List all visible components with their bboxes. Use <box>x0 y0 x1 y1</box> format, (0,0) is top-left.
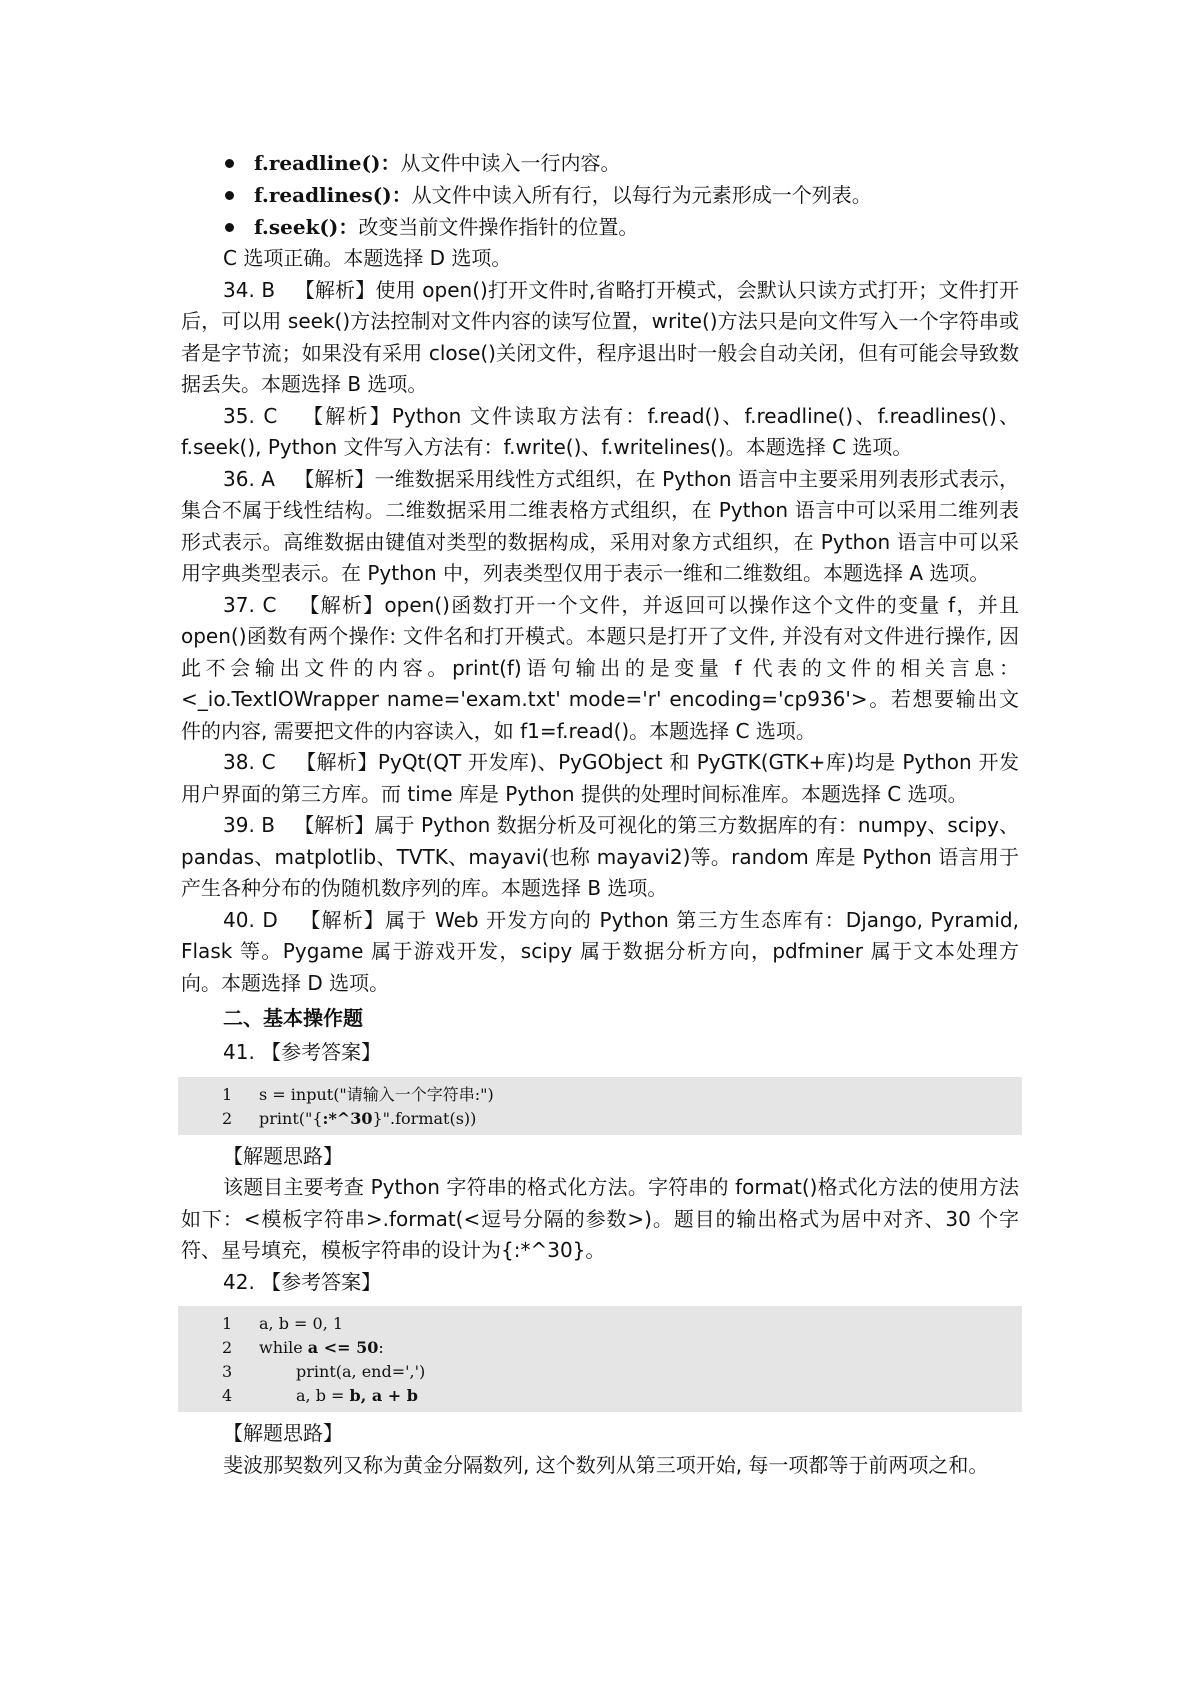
code-text: while a <= 50: <box>259 1338 384 1357</box>
analysis-tag: 【解析】 <box>294 813 375 837</box>
q41-idea-title: 【解题思路】 <box>223 1143 343 1168</box>
code-line <box>178 1336 1022 1360</box>
line-number: 2 <box>222 1108 233 1128</box>
line-number: 1 <box>222 1314 233 1333</box>
code-block-42 <box>178 1306 1022 1412</box>
answer-number: 37. C <box>223 592 277 617</box>
answer-39 <box>181 810 1019 905</box>
answer-40 <box>181 905 1019 1000</box>
analysis-tag: 【解析】 <box>299 592 385 617</box>
analysis-text: 属于 Web 开发方向的 Python 第三方生态库有：Django, Pyramid, Flask 等。Pygame 属于游戏开发，scipy 属于数据分析方向，pdfminer 属于文本处理方向。本题选择 D 选项。 <box>181 907 1019 995</box>
method-description: 改变当前文件操作指针的位置。 <box>358 215 639 239</box>
analysis-text: 属于 Python 数据分析及可视化的第三方数据库的有：numpy、scipy、pandas、matplotlib、TVTK、mayavi(也称 mayavi2)等。random 库是 Python 语言用于产生各种分布的伪随机数序列的库。本题选择 B 选项。 <box>181 813 1019 900</box>
line-number: 2 <box>222 1338 233 1357</box>
analysis-tag: 【解析】 <box>303 403 392 428</box>
q41-title: 41. 【参考答案】 <box>223 1040 382 1064</box>
method-bullet-list <box>181 147 1019 243</box>
method-description: 从文件中读入一行内容。 <box>400 151 621 175</box>
analysis-tag: 【解析】 <box>294 466 375 491</box>
analysis-text: Python 文件读取方法有：f.read()、f.readline()、f.readlines()、f.seek(), Python 文件写入方法有：f.write()、f.writelines()。本题选择 C 选项。 <box>181 403 1019 459</box>
code-text: s = input("请输入一个字符串:") <box>259 1084 494 1104</box>
code-line <box>178 1083 1022 1107</box>
answer-38 <box>181 747 1019 810</box>
analysis-tag: 【解析】 <box>294 277 376 302</box>
analysis-text: open()函数打开一个文件，并返回可以操作这个文件的变量 f，并且 open()函数有两个操作: 文件名和打开模式。本题只是打开了文件, 并没有对文件进行操作, 因此不会输出文件的内容。print(f)语句输出的是变量 f 代表的文件的相关言息：<_io.TextIOWrapper name='exam.txt' mode='r' encoding='cp936'>。若想要输出文件的内容, 需要把文件的内容读入，如 f1=f.read()。本题选择 C 选项。 <box>181 592 1020 743</box>
analysis-tag: 【解析】 <box>300 907 386 932</box>
q42-title: 42. 【参考答案】 <box>223 1269 382 1294</box>
code-line <box>178 1107 1022 1131</box>
line-number: 3 <box>222 1362 233 1381</box>
method-name: f.readlines()： <box>254 183 412 207</box>
answer-number: 40. D <box>223 907 278 932</box>
method-name: f.seek()： <box>254 215 359 239</box>
analysis-text: 一维数据采用线性方式组织，在 Python 语言中主要采用列表形式表示，集合不属于线性结构。二维数据采用二维表格方式组织，在 Python 语言中可以采用二维列表形式表示。高维数据由键值对类型的数据构成，采用对象方式组织，在 Python 语言中可以采用字典类型表示。在 Python 中，列表类型仅用于表示一维和二维数组。本题选择 A 选项。 <box>181 466 1019 585</box>
q42-idea-title: 【解题思路】 <box>223 1421 343 1445</box>
answer-37 <box>181 590 1019 748</box>
answer-35 <box>181 401 1019 464</box>
analysis-text: 使用 open()打开文件时,省略打开模式，会默认只读方式打开；文件打开后，可以用 seek()方法控制对文件内容的读写位置，write()方法只是向文件写入一个字符串或者是字节流；如果没有采用 close()关闭文件，程序退出时一般会自动关闭，但有可能会导致数据丢失。本题选择 B 选项。 <box>181 277 1020 396</box>
page-content <box>181 147 1019 1481</box>
answer-34 <box>181 275 1019 401</box>
list-item <box>181 147 1019 179</box>
code-text: print("{:*^30}".format(s)) <box>259 1108 477 1128</box>
code-line <box>178 1312 1022 1336</box>
analysis-tag: 【解析】 <box>296 750 378 774</box>
line-number: 1 <box>222 1084 233 1104</box>
code-text: a, b = b, a + b <box>296 1386 418 1405</box>
q42-idea-text: 斐波那契数列又称为黄金分隔数列, 这个数列从第三项开始, 每一项都等于前两项之和。 <box>223 1452 989 1477</box>
answer-number: 35. C <box>223 403 278 428</box>
code-block-41 <box>178 1077 1022 1135</box>
list-item <box>181 179 1019 211</box>
answer-36 <box>181 464 1019 590</box>
answer-conclusion: C 选项正确。本题选择 D 选项。 <box>223 246 512 270</box>
answer-number: 34. B <box>223 277 276 302</box>
code-text: print(a, end=',') <box>296 1362 426 1381</box>
analysis-text: PyQt(QT 开发库)、PyGObject 和 PyGTK(GTK+库)均是 Python 开发用户界面的第三方库。而 time 库是 Python 提供的处理时间标准库。本题选择 C 选项。 <box>181 750 1019 806</box>
method-name: f.readline()： <box>254 151 401 175</box>
list-item <box>181 211 1019 243</box>
code-line <box>178 1360 1022 1384</box>
answer-number: 36. A <box>223 466 275 491</box>
line-number: 4 <box>222 1386 233 1405</box>
code-line <box>178 1384 1022 1408</box>
q41-idea-text: 该题目主要考查 Python 字符串的格式化方法。字符串的 format()格式化方法的使用方法如下：<模板字符串>.format(<逗号分隔的参数>)。题目的输出格式为居中对齐、30 个字符、星号填充，模板字符串的设计为{:*^30}。 <box>181 1175 1019 1262</box>
answer-number: 38. C <box>223 750 276 774</box>
answer-number: 39. B <box>223 813 275 837</box>
section-heading: 二、基本操作题 <box>223 1006 363 1030</box>
method-description: 从文件中读入所有行，以每行为元素形成一个列表。 <box>411 183 872 207</box>
code-text: a, b = 0, 1 <box>259 1314 344 1333</box>
